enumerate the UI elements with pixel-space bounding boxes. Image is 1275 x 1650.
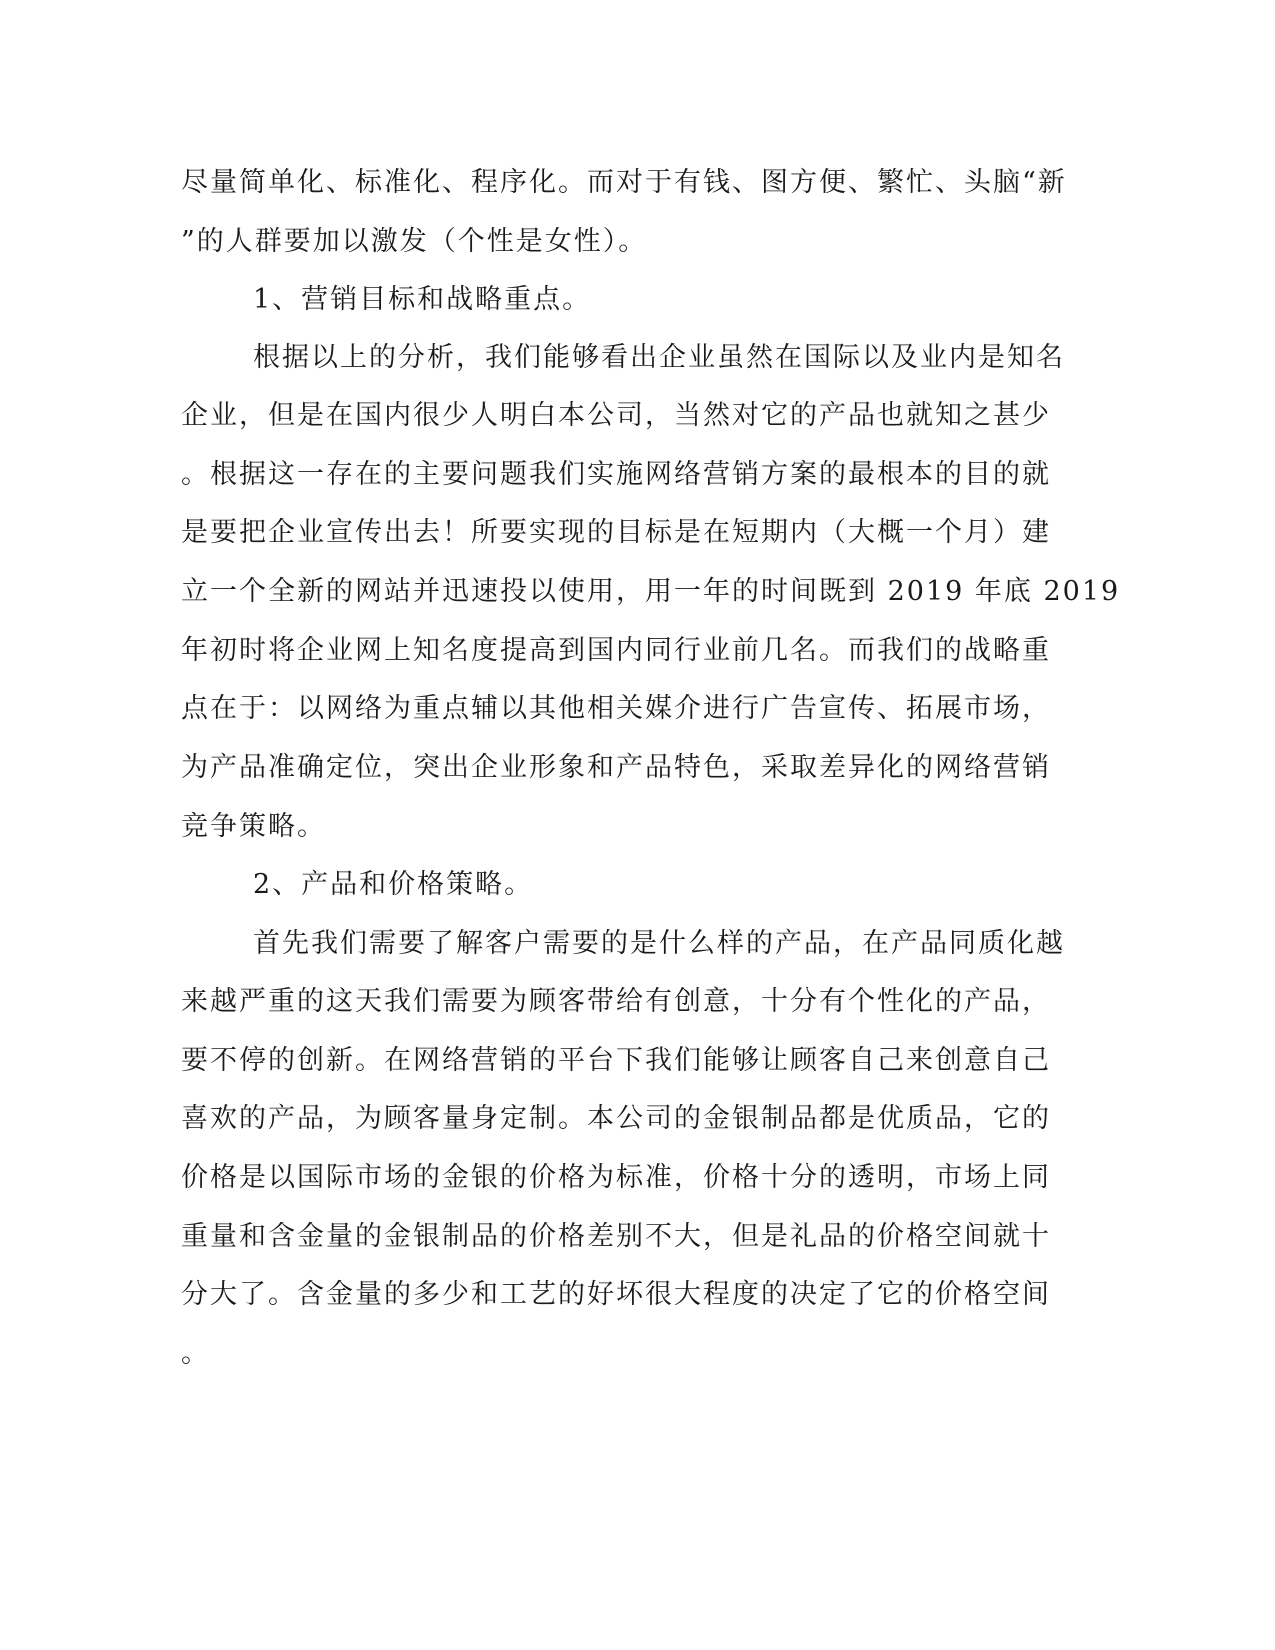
text-line-5: 企业，但是在国内很少人明白本公司，当然对它的产品也就知之甚少 [181,400,1051,431]
text-line-19: 重量和含金量的金银制品的价格差别不大，但是礼品的价格空间就十 [181,1221,1051,1252]
text-line-1: 尽量简单化、标准化、程序化。而对于有钱、图方便、繁忙、头脑“新 [181,167,1067,198]
text-line-15: 来越严重的这天我们需要为顾客带给有创意，十分有个性化的产品， [181,986,1051,1017]
text-line-10: 点在于：以网络为重点辅以其他相关媒介进行广告宣传、拓展市场， [181,693,1051,724]
text-line-4: 根据以上的分析，我们能够看出企业虽然在国际以及业内是知名 [253,342,1065,373]
text-line-12: 竞争策略。 [181,811,326,842]
text-line-21: 。 [181,1338,210,1369]
text-line-2: ”的人群要加以激发（个性是女性）。 [181,226,648,257]
text-line-8: 立一个全新的网站并迅速投以使用，用一年的时间既到 2019 年底 2019 [181,576,1121,607]
text-line-11: 为产品准确定位，突出企业形象和产品特色，采取差异化的网络营销 [181,752,1051,783]
text-line-16: 要不停的创新。在网络营销的平台下我们能够让顾客自己来创意自己 [181,1045,1051,1076]
text-line-18: 价格是以国际市场的金银的价格为标准，价格十分的透明，市场上同 [181,1162,1051,1193]
text-line-9: 年初时将企业网上知名度提高到国内同行业前几名。而我们的战略重 [181,635,1051,666]
text-line-14: 首先我们需要了解客户需要的是什么样的产品，在产品同质化越 [253,928,1065,959]
text-line-20: 分大了。含金量的多少和工艺的好坏很大程度的决定了它的价格空间 [181,1279,1051,1310]
section-heading-marketing-goals: 1、营销目标和战略重点。 [253,284,592,315]
text-line-6: 。根据这一存在的主要问题我们实施网络营销方案的最根本的目的就 [181,459,1051,490]
text-line-17: 喜欢的产品，为顾客量身定制。本公司的金银制品都是优质品，它的 [181,1103,1051,1134]
text-line-7: 是要把企业宣传出去！所要实现的目标是在短期内（大概一个月）建 [181,517,1051,548]
section-heading-product-price: 2、产品和价格策略。 [253,869,534,900]
